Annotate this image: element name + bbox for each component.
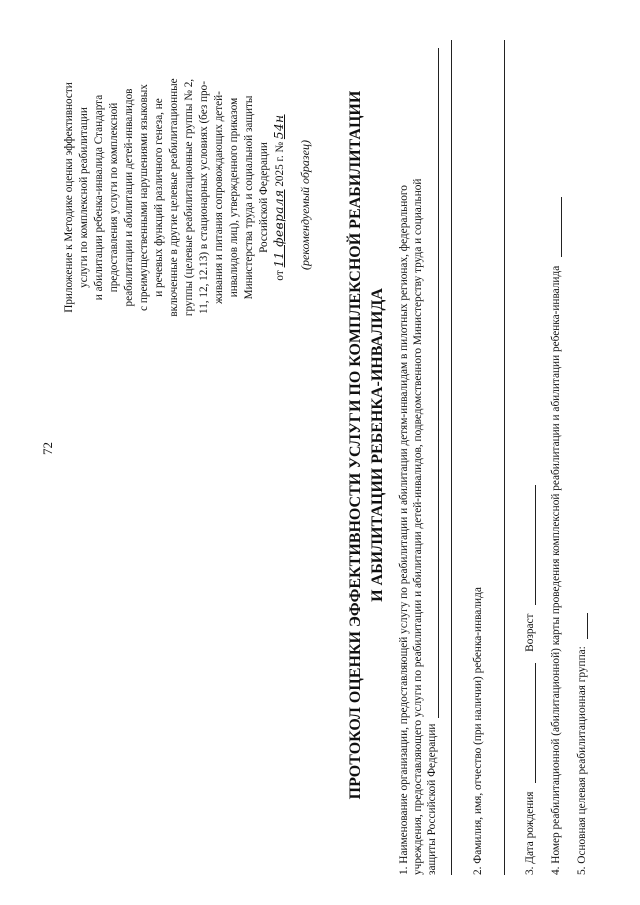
item-1-row: 1. Наименование организации, предоставляющей услугу по реабилитации и абилитации детям-инвалидам в пилотных регионах, федерального bbox=[398, 185, 410, 875]
title-line-2: И АБИЛИТАЦИИ РЕБЕНКА-ИНВАЛИДА bbox=[369, 288, 386, 602]
target-group-blank[interactable] bbox=[577, 613, 588, 639]
appendix-line: предоставления услуги по комплексной bbox=[108, 102, 120, 293]
appendix-line: услуги по комплексной реабилитации bbox=[78, 107, 90, 288]
divider-line bbox=[504, 40, 505, 875]
appendix-line: включенные в другие целевые реабилитационные bbox=[168, 78, 180, 317]
appendix-line: инвалидов лиц), утвержденного приказом bbox=[228, 97, 240, 298]
age-blank[interactable] bbox=[525, 485, 536, 605]
appendix-line: живания и питания сопровождающих детей- bbox=[213, 91, 225, 304]
order-date-handwritten: 11 февраля bbox=[272, 189, 286, 268]
appendix-line: Приложение к Методике оценки эффективности bbox=[63, 82, 75, 313]
item-1-organization bbox=[397, 30, 439, 875]
appendix-line: с преимущественными нарушениями языковых bbox=[138, 84, 150, 311]
date-prefix: от bbox=[274, 270, 286, 281]
order-number-handwritten: 54н bbox=[272, 114, 286, 140]
birth-date-label: 3. Дата рождения bbox=[524, 791, 536, 875]
appendix-line: и абилитации ребенка-инвалида Стандарта bbox=[93, 94, 105, 301]
appendix-header bbox=[62, 25, 288, 370]
item-5-target-group: 5. Основная целевая реабилитационная группа: bbox=[576, 613, 588, 875]
item-1-row: учреждения, предоставляющего услуги по реабилитации и абилитации детей-инвалидов, подведомственного Министерству труда и социальной bbox=[412, 178, 424, 875]
page-number: 72 bbox=[40, 442, 55, 455]
divider-line bbox=[451, 40, 452, 875]
sample-note: (рекомендуемый образец) bbox=[298, 140, 312, 270]
card-number-blank[interactable] bbox=[551, 197, 562, 257]
date-year: 2025 г. № bbox=[274, 141, 286, 187]
item-4-card-number: 4. Номер реабилитационной (абилитационной) карты проведения комплексной реабилитации и абилитации ребенка-инвалида bbox=[550, 197, 562, 875]
appendix-line: Российской Федерации bbox=[258, 142, 270, 253]
item-1-row: защиты Российской Федерации bbox=[425, 30, 439, 875]
organization-blank[interactable] bbox=[428, 48, 439, 718]
item-3-birth-age bbox=[524, 485, 536, 875]
appendix-line: группы (целевые реабилитационные группы № 2, bbox=[183, 78, 195, 317]
item-2-child-name: 2. Фамилия, имя, отчество (при наличии) ребенка-инвалида bbox=[472, 587, 484, 875]
appendix-line: 11, 12, 12.13) в стационарных условиях (без про- bbox=[198, 81, 210, 314]
title-line-1: ПРОТОКОЛ ОЦЕНКИ ЭФФЕКТИВНОСТИ УСЛУГИ ПО КОМПЛЕКСНОЙ РЕАБИЛИТАЦИИ bbox=[347, 90, 364, 800]
appendix-line: реабилитации и абилитации детей-инвалидов bbox=[123, 88, 135, 307]
birth-date-blank[interactable] bbox=[525, 663, 536, 783]
order-date-line bbox=[272, 25, 288, 370]
document-title bbox=[345, 45, 389, 845]
appendix-line: Министерства труда и социальной защиты bbox=[243, 95, 255, 300]
appendix-line: и речевых функций различного генеза, не bbox=[153, 98, 165, 297]
age-label: Возраст bbox=[524, 613, 536, 652]
